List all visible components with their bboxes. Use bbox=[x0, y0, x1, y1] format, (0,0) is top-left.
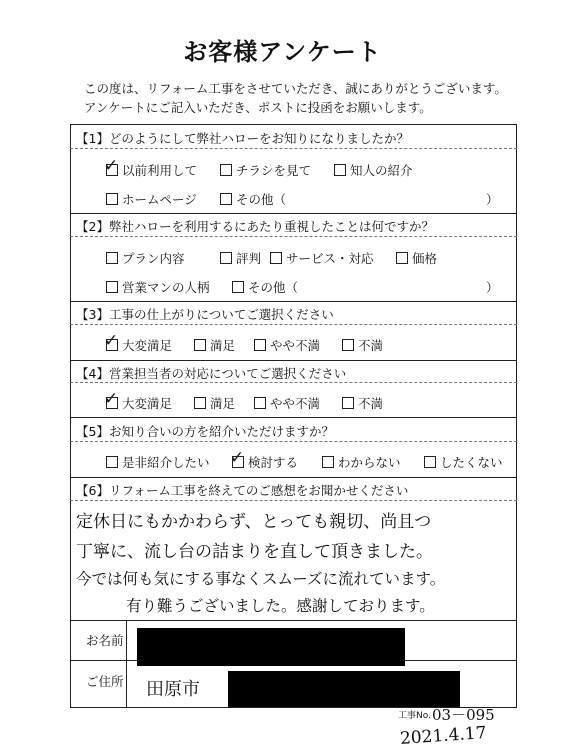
checkbox-checked[interactable] bbox=[232, 456, 244, 468]
checkbox[interactable] bbox=[106, 252, 118, 264]
q4-option-1[interactable]: ✓ 大変満足 bbox=[106, 394, 172, 412]
section-divider bbox=[70, 477, 517, 478]
intro-line-2: アンケートにご記入いただき、ポストに投函をお願いします。 bbox=[84, 100, 432, 115]
intro-line-1: この度は、リフォーム工事をさせていただき、誠にありがとうございます。 bbox=[84, 81, 507, 96]
q1-option-1[interactable]: ✓ 以前利用して bbox=[106, 161, 197, 179]
q2-option-2[interactable]: 評判 bbox=[220, 249, 261, 267]
job-number-value: 03－095 bbox=[432, 706, 495, 724]
address-redaction bbox=[228, 671, 460, 707]
checkbox[interactable] bbox=[232, 281, 244, 293]
q2-option-3[interactable]: サービス・対応 bbox=[270, 249, 374, 267]
question-6: 【6】リフォーム工事を終えてのご感想をお聞かせください bbox=[76, 483, 409, 498]
checkbox[interactable] bbox=[342, 397, 354, 409]
checkbox-checked[interactable] bbox=[106, 397, 118, 409]
q2-close-paren: ） bbox=[486, 280, 499, 295]
name-redaction bbox=[137, 628, 405, 666]
q1-option-5[interactable]: その他（ bbox=[220, 190, 286, 208]
question-5: 【5】お知り合いの方を紹介いただけますか？ bbox=[76, 424, 334, 439]
checkbox[interactable] bbox=[220, 164, 232, 176]
checkbox[interactable] bbox=[194, 397, 206, 409]
question-4: 【4】営業担当者の対応についてご選択ください bbox=[76, 366, 347, 381]
q1-option-3[interactable]: 知人の紹介 bbox=[334, 161, 413, 179]
q3-option-4[interactable]: 不満 bbox=[342, 336, 383, 354]
survey-date: 2021.4.17 bbox=[399, 723, 488, 749]
address-value: 田原市 bbox=[146, 679, 200, 700]
question-1: 【1】どのようにして弊社ハローをお知りになりましたか？ bbox=[76, 131, 409, 146]
checkbox-checked[interactable] bbox=[106, 164, 118, 176]
checkbox[interactable] bbox=[322, 456, 334, 468]
section-divider bbox=[70, 301, 517, 302]
page-title: お客様アンケート bbox=[183, 38, 382, 66]
q4-option-4[interactable]: 不満 bbox=[342, 394, 383, 412]
checkbox[interactable] bbox=[396, 252, 408, 264]
q3-option-1[interactable]: ✓ 大変満足 bbox=[106, 336, 172, 354]
q2-option-4[interactable]: 価格 bbox=[396, 249, 437, 267]
q5-option-2[interactable]: ✓ 検討する bbox=[232, 453, 298, 471]
header-rule bbox=[70, 382, 517, 383]
header-rule bbox=[70, 441, 517, 442]
checkbox[interactable] bbox=[220, 252, 232, 264]
name-label: お名前 bbox=[86, 633, 124, 648]
q5-option-4[interactable]: したくない bbox=[424, 453, 503, 471]
label-column-divider bbox=[126, 620, 127, 708]
checkbox[interactable] bbox=[106, 281, 118, 293]
header-rule bbox=[70, 500, 517, 501]
q1-option-2[interactable]: チラシを見て bbox=[220, 161, 311, 179]
intro-text bbox=[84, 79, 507, 117]
section-divider bbox=[70, 620, 517, 621]
q2-option-1[interactable]: プラン内容 bbox=[106, 249, 185, 267]
checkbox[interactable] bbox=[334, 164, 346, 176]
checkbox[interactable] bbox=[106, 456, 118, 468]
question-3: 【3】工事の仕上がりについてご選択ください bbox=[76, 307, 334, 322]
q5-option-1[interactable]: 是非紹介したい bbox=[106, 453, 210, 471]
section-divider bbox=[70, 360, 517, 361]
checkbox[interactable] bbox=[342, 339, 354, 351]
q1-option-4[interactable]: ホームページ bbox=[106, 190, 197, 208]
checkbox-checked[interactable] bbox=[106, 339, 118, 351]
q2-option-5[interactable]: 営業マンの人柄 bbox=[106, 278, 210, 296]
job-number-label: 工事No. bbox=[398, 711, 431, 721]
header-rule bbox=[70, 236, 517, 237]
section-divider bbox=[70, 417, 517, 418]
handwritten-answer-line-4: 有り難うございました。感謝しております。 bbox=[126, 597, 435, 615]
checkbox[interactable] bbox=[106, 193, 118, 205]
q5-option-3[interactable]: わからない bbox=[322, 453, 401, 471]
checkbox[interactable] bbox=[254, 397, 266, 409]
q4-option-3[interactable]: やや不満 bbox=[254, 394, 320, 412]
q2-option-6[interactable]: その他（ bbox=[232, 278, 298, 296]
handwritten-answer-line-1: 定休日にもかかわらず、とっても親切、尚且つ bbox=[76, 512, 432, 532]
header-rule bbox=[70, 148, 517, 149]
header-rule bbox=[70, 324, 517, 325]
checkbox[interactable] bbox=[254, 339, 266, 351]
question-2: 【2】弊社ハローを利用するにあたり重視したことは何ですか？ bbox=[76, 219, 434, 234]
q3-option-3[interactable]: やや不満 bbox=[254, 336, 320, 354]
checkbox[interactable] bbox=[194, 339, 206, 351]
q4-option-2[interactable]: 満足 bbox=[194, 394, 235, 412]
handwritten-answer-line-2: 丁寧に、流し台の詰まりを直して頂きました。 bbox=[76, 542, 433, 562]
handwritten-answer-line-3: 今では何も気にする事なくスムーズに流れています。 bbox=[76, 570, 446, 588]
q3-option-2[interactable]: 満足 bbox=[194, 336, 235, 354]
checkbox[interactable] bbox=[220, 193, 232, 205]
q1-close-paren: ） bbox=[486, 192, 499, 207]
section-divider bbox=[70, 213, 517, 214]
checkbox[interactable] bbox=[424, 456, 436, 468]
address-label: ご住所 bbox=[86, 674, 124, 689]
checkbox[interactable] bbox=[270, 252, 282, 264]
